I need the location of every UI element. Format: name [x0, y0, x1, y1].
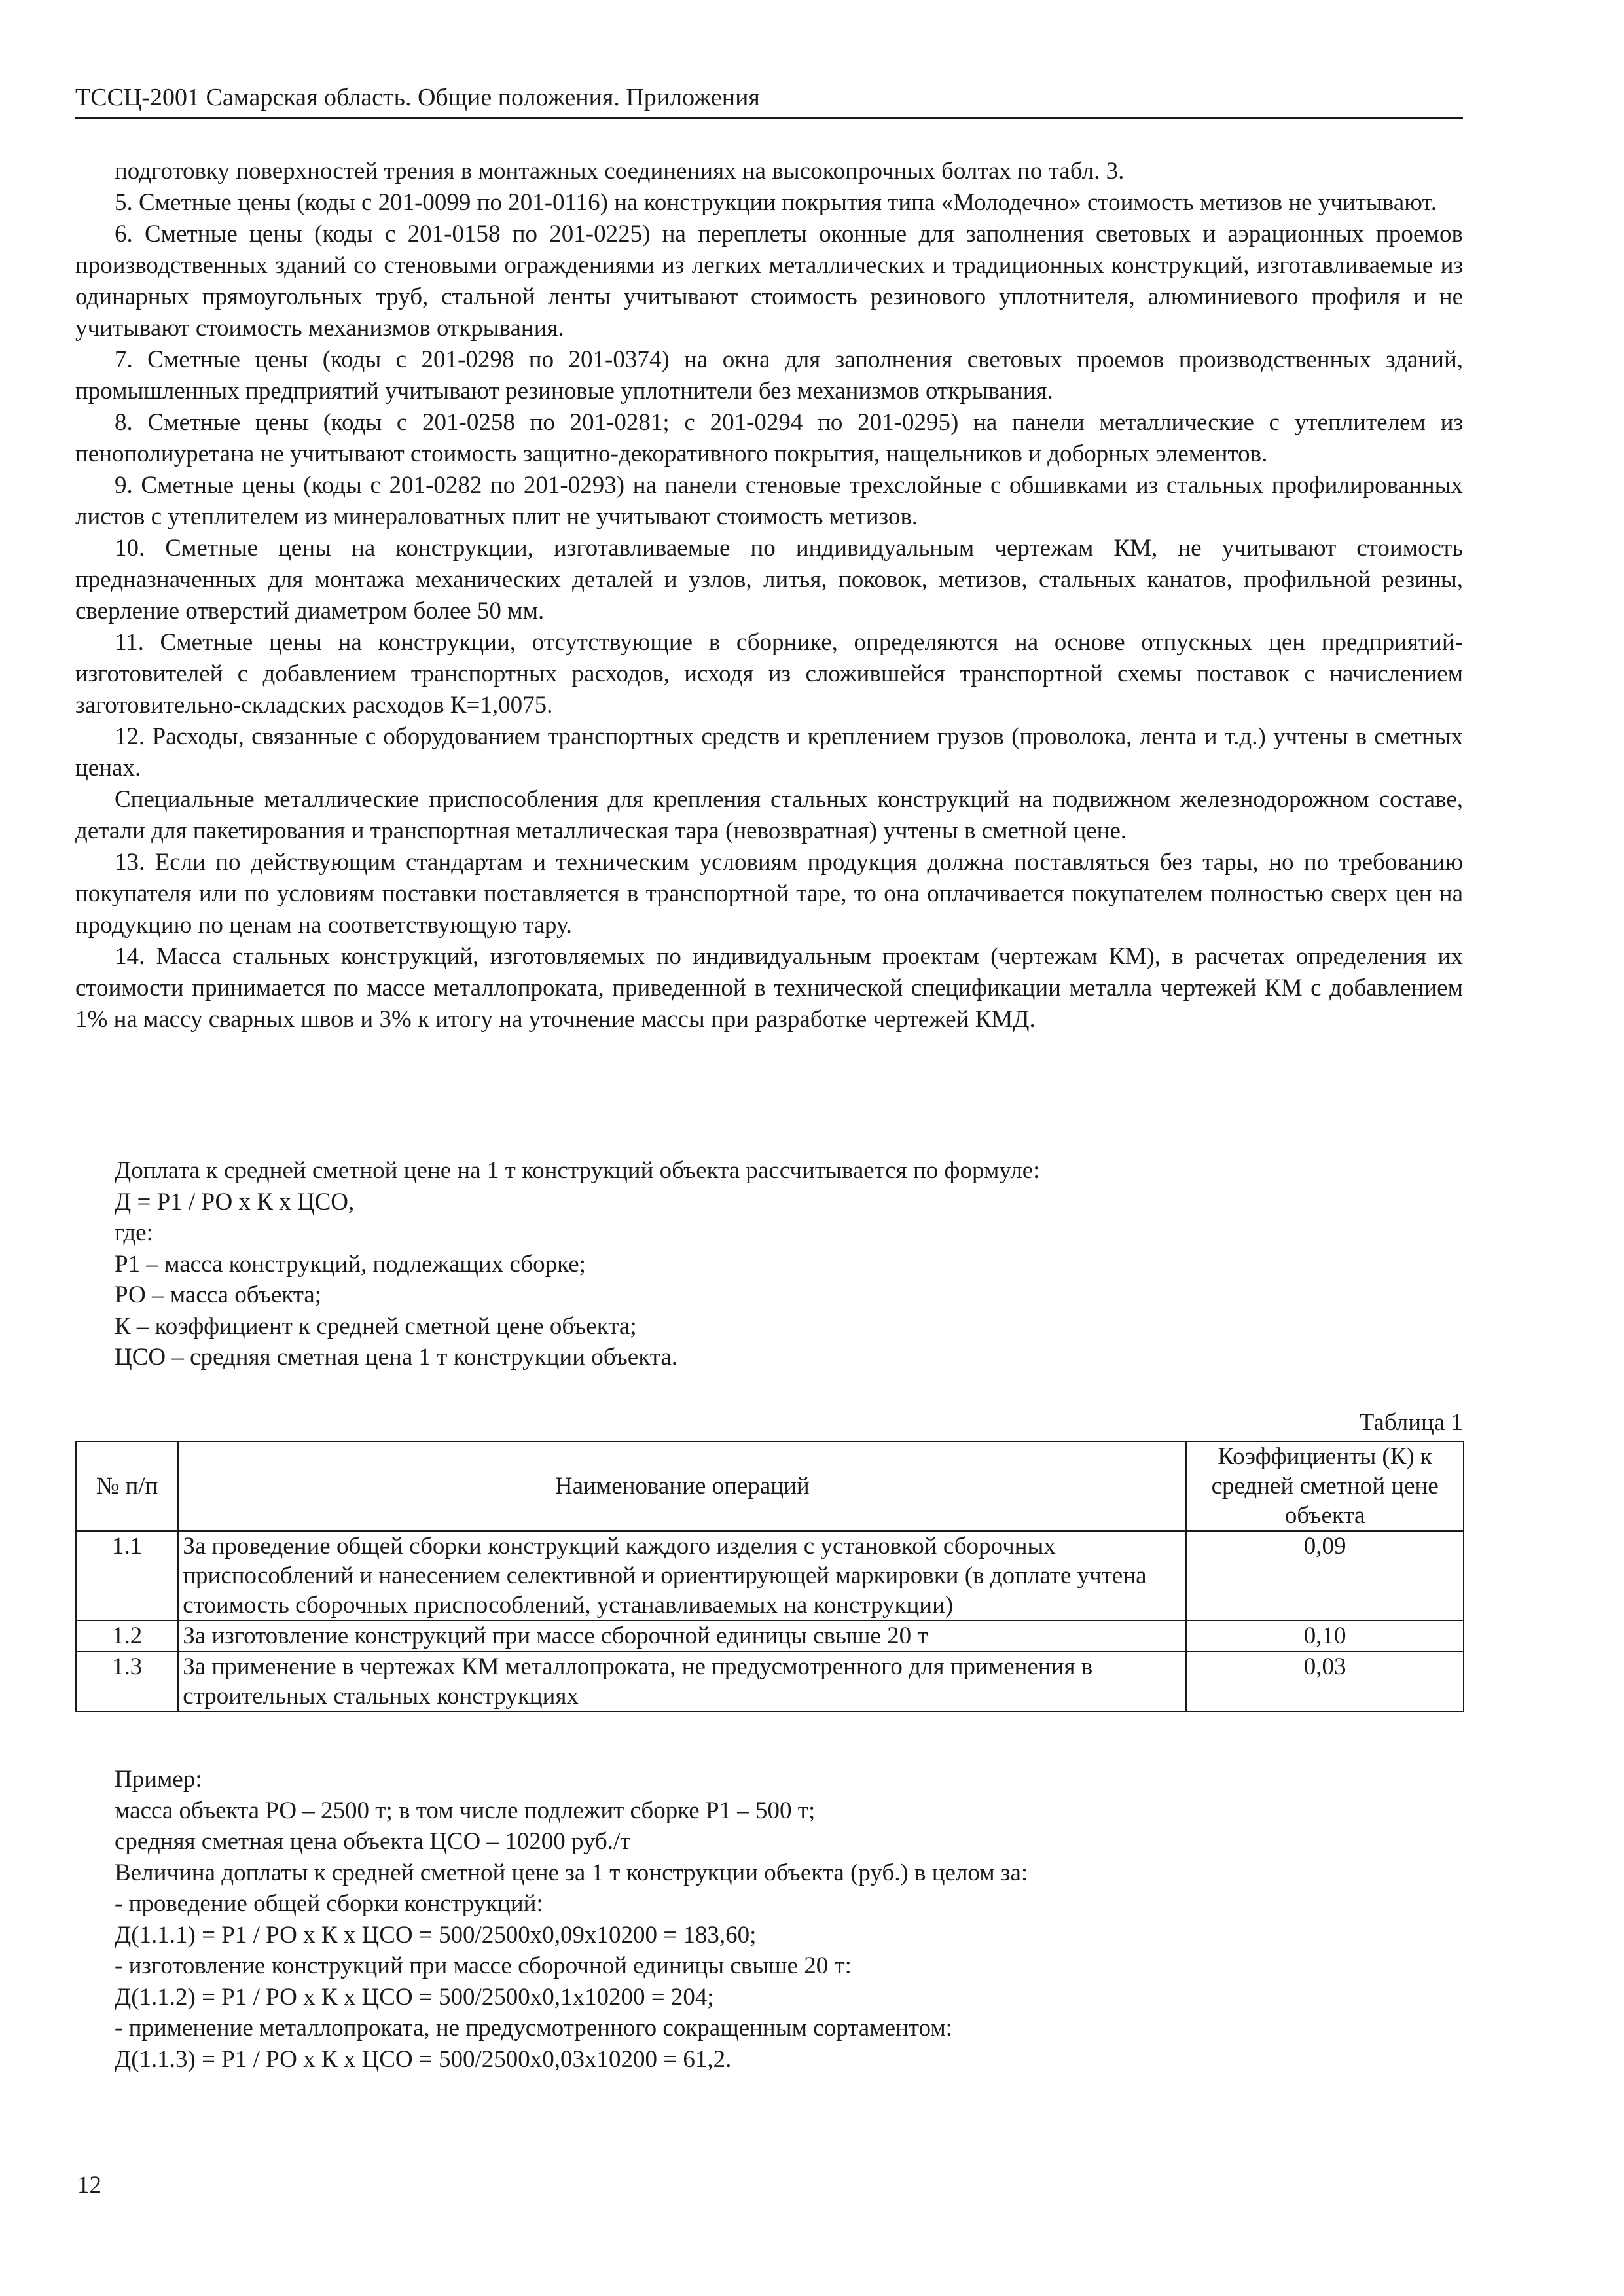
- cell-name: За применение в чертежах КМ металлопроката, не предусмотренного для применения в строительных стальных конструкциях: [178, 1651, 1186, 1712]
- cell-coef: 0,03: [1186, 1651, 1464, 1712]
- header-name: Наименование операций: [178, 1441, 1186, 1531]
- body-text: [75, 156, 1463, 1035]
- example-line: - применение металлопроката, не предусмотренного сокращенным сортаментом:: [115, 2015, 953, 2041]
- example-section: [115, 1764, 1463, 2075]
- paragraph-item-10: 10. Сметные цены на конструкции, изготавливаемые по индивидуальным чертежам КМ, не учитывают стоимость предназначенных для монтажа механических деталей и узлов, литья, поковок, метизов, стальных канатов, профильной резины, сверление отверстий диаметром более 50 мм.: [75, 535, 1463, 624]
- cell-coef: 0,10: [1186, 1621, 1464, 1651]
- paragraph-continuation: подготовку поверхностей трения в монтажных соединениях на высокопрочных болтах по табл. 3.: [115, 158, 1125, 185]
- formula-definition: ЦСО – средняя сметная цена 1 т конструкции объекта.: [115, 1344, 677, 1371]
- example-line: - проведение общей сборки конструкций:: [115, 1890, 543, 1917]
- formula-definition: Р1 – масса конструкций, подлежащих сборке;: [115, 1250, 586, 1278]
- cell-name: За проведение общей сборки конструкций каждого изделия с установкой сборочных приспособлений и нанесением селективной и ориентирующей маркировки (в доплате учтена стоимость сборочных приспособлений, устанавливаемых на конструкции): [178, 1531, 1186, 1621]
- operations-table: [75, 1441, 1464, 1712]
- running-header: ТССЦ-2001 Самарская область. Общие положения. Приложения: [75, 82, 1463, 119]
- paragraph-item-5: 5. Сметные цены (коды с 201-0099 по 201-0116) на конструкции покрытия типа «Молодечно» стоимость метизов не учитывают.: [115, 189, 1437, 216]
- paragraph-item-12: 12. Расходы, связанные с оборудованием транспортных средств и креплением грузов (проволока, лента и т.д.) учтены в сметных ценах.: [75, 723, 1463, 781]
- table-row: [76, 1531, 1464, 1621]
- formula-intro: Доплата к средней сметной цене на 1 т конструкций объекта рассчитывается по формуле:: [115, 1157, 1040, 1184]
- header-coef: Коэффициенты (К) к средней сметной цене объекта: [1186, 1441, 1464, 1531]
- paragraph-item-8: 8. Сметные цены (коды с 201-0258 по 201-0281; с 201-0294 по 201-0295) на панели металлические с утеплителем из пенополиуретана не учитывают стоимость защитно-декоративного покрытия, нащельников и доборных элементов.: [75, 409, 1463, 467]
- paragraph-special-fixtures: Специальные металлические приспособления для крепления стальных конструкций на подвижном железнодорожном составе, детали для пакетирования и транспортная металлическая тара (невозвратная) учтены в сметной цене.: [75, 786, 1463, 844]
- paragraph-item-13: 13. Если по действующим стандартам и техническим условиям продукция должна поставляться без тары, но по требованию покупателя или по условиям поставки поставляется в транспортной таре, то она оплачивается покупателем полностью сверх цен на продукцию по ценам на соответствующую тару.: [75, 849, 1463, 939]
- cell-num: 1.2: [76, 1621, 178, 1651]
- example-line: Д(1.1.3) = Р1 / РО х К х ЦСО = 500/2500х0,03х10200 = 61,2.: [115, 2045, 732, 2073]
- page-number: 12: [77, 2172, 101, 2198]
- cell-num: 1.3: [76, 1651, 178, 1712]
- paragraph-item-9: 9. Сметные цены (коды с 201-0282 по 201-0293) на панели стеновые трехслойные с обшивками из стальных профилированных листов с утеплителем из минераловатных плит не учитывают стоимость метизов.: [75, 472, 1463, 530]
- example-line: Величина доплаты к средней сметной цене за 1 т конструкции объекта (руб.) в целом за:: [115, 1859, 1028, 1886]
- formula-where: где:: [115, 1219, 153, 1246]
- example-line: масса объекта РО – 2500 т; в том числе подлежит сборке Р1 – 500 т;: [115, 1797, 816, 1824]
- cell-num: 1.1: [76, 1531, 178, 1621]
- example-line: Д(1.1.1) = Р1 / РО х К х ЦСО = 500/2500х0,09х10200 = 183,60;: [115, 1921, 757, 1948]
- example-line: средняя сметная цена объекта ЦСО – 10200 руб./т: [115, 1828, 631, 1855]
- table-row: [76, 1621, 1464, 1651]
- table-header-row: [76, 1441, 1464, 1531]
- formula-definition: РО – масса объекта;: [115, 1282, 322, 1308]
- formula-section: [115, 1155, 1463, 1373]
- paragraph-item-14: 14. Масса стальных конструкций, изготовляемых по индивидуальным проектам (чертежам КМ), в расчетах определения их стоимости принимается по массе металлопроката, приведенной в технической спецификации металла чертежей КМ с добавлением 1% на массу сварных швов и 3% к итогу на уточнение массы при разработке чертежей КМД.: [75, 943, 1463, 1033]
- paragraph-item-6: 6. Сметные цены (коды с 201-0158 по 201-0225) на переплеты оконные для заполнения световых и аэрационных проемов производственных зданий со стеновыми ограждениями из легких металлических и традиционных конструкций, изготавливаемые из одинарных прямоугольных труб, стальной ленты учитывают стоимость резинового уплотнителя, алюминиевого профиля и не учитывают стоимость механизмов открывания.: [75, 221, 1463, 342]
- paragraph-item-11: 11. Сметные цены на конструкции, отсутствующие в сборнике, определяются на основе отпускных цен предприятий-изготовителей с добавлением транспортных расходов, исходя из сложившейся транспортной схемы поставок с начислением заготовительно-складских расходов К=1,0075.: [75, 629, 1463, 719]
- formula-expression: Д = Р1 / РО х К х ЦСО,: [115, 1188, 355, 1215]
- cell-coef: 0,09: [1186, 1531, 1464, 1621]
- paragraph-item-7: 7. Сметные цены (коды с 201-0298 по 201-0374) на окна для заполнения световых проемов производственных зданий, промышленных предприятий учитывают резиновые уплотнители без механизмов открывания.: [75, 346, 1463, 404]
- example-line: - изготовление конструкций при массе сборочной единицы свыше 20 т:: [115, 1952, 852, 1979]
- header-num: № п/п: [76, 1441, 178, 1531]
- formula-definition: К – коэффициент к средней сметной цене объекта;: [115, 1312, 637, 1340]
- cell-name: За изготовление конструкций при массе сборочной единицы свыше 20 т: [178, 1621, 1186, 1651]
- table-row: [76, 1651, 1464, 1712]
- example-line: Д(1.1.2) = Р1 / РО х К х ЦСО = 500/2500х0,1х10200 = 204;: [115, 1983, 714, 2011]
- table-caption: Таблица 1: [1359, 1409, 1463, 1436]
- example-title: Пример:: [115, 1766, 202, 1793]
